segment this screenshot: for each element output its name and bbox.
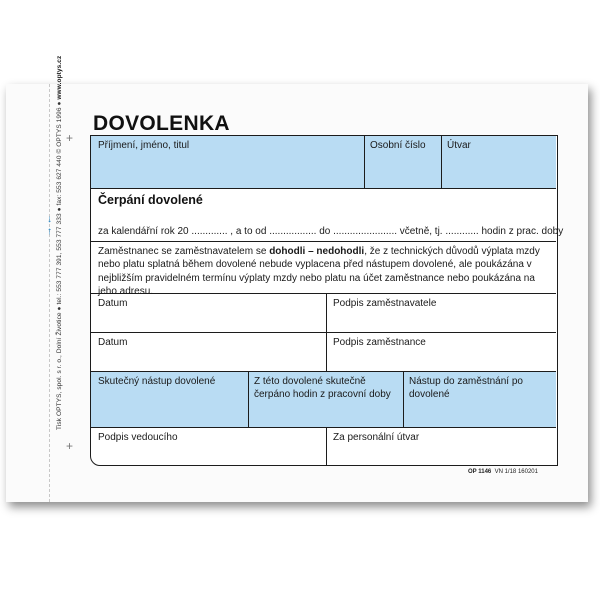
agreement-paragraph	[98, 245, 550, 298]
printer-imprint	[56, 56, 63, 430]
department-field[interactable]: Útvar	[447, 140, 471, 151]
agreement-text: , že z technických důvodů výplata mzdy nebo platu splatná během dovolené nebude vyplacena před nástupem dovolené, ale poukázána v nejbližším pravidelném termínu výplaty mzdy nebo platu na účet zaměstnance nebo poukázána na jeho adresu.	[98, 246, 540, 297]
section-title: Čerpání dovolené	[98, 193, 203, 207]
hours-used-field[interactable]: Z této dovolené skutečně čerpáno hodin z pracovní doby	[254, 376, 391, 400]
divider	[91, 427, 556, 428]
form-version: VN 1/18 160201	[494, 469, 538, 475]
copyright-text: © OPTYS 1996 ●	[56, 101, 63, 154]
divider	[91, 371, 556, 372]
website-text: www.optys.cz	[56, 55, 63, 100]
hr-department-field[interactable]: Za personální útvar	[333, 432, 420, 443]
divider	[91, 332, 556, 333]
divider	[91, 188, 556, 189]
divider	[326, 293, 327, 371]
work-return-field[interactable]: Nástup do zaměstnání po dovolené	[409, 376, 523, 400]
divider	[403, 371, 404, 427]
personal-number-field[interactable]: Osobní číslo	[370, 140, 426, 151]
divider	[326, 427, 327, 465]
form-grid	[90, 135, 564, 466]
employee-signature-field[interactable]: Podpis zaměstnance	[333, 337, 426, 348]
perforation-line	[49, 84, 50, 502]
cut-arrows-icon: ↓ ↑	[47, 214, 52, 237]
divider	[441, 136, 442, 188]
form-number: OP 1146	[468, 469, 492, 475]
employer-signature-field[interactable]: Podpis zaměstnavatele	[333, 298, 437, 309]
date-field-2[interactable]: Datum	[98, 337, 128, 348]
printer-info: Tisk OPTYS, spol. s r. o., Dolní Životice ● tel.: 553 777 391, 553 777 333 ● fax: 553 627 440	[56, 155, 63, 430]
name-field[interactable]: Příjmení, jméno, titul	[98, 140, 190, 151]
divider	[248, 371, 249, 427]
date-field-1[interactable]: Datum	[98, 298, 128, 309]
form-title: DOVOLENKA	[93, 112, 230, 135]
agreement-choice[interactable]: dohodli – nedohodli	[269, 246, 365, 257]
actual-return-field[interactable]: Skutečný nástup dovolené	[98, 376, 216, 387]
period-line[interactable]: za kalendářní rok 20 ............. , a to od ................. do ....................... včetně, tj. ............ hodin z prac. doby	[98, 226, 564, 237]
divider	[91, 241, 556, 242]
manager-signature-field[interactable]: Podpis vedoucího	[98, 432, 178, 443]
form-code	[468, 469, 538, 475]
divider	[364, 136, 365, 188]
agreement-text: Zaměstnanec se zaměstnavatelem se	[98, 246, 270, 257]
crop-mark-icon: +	[66, 131, 74, 145]
crop-mark-icon: +	[66, 439, 74, 453]
